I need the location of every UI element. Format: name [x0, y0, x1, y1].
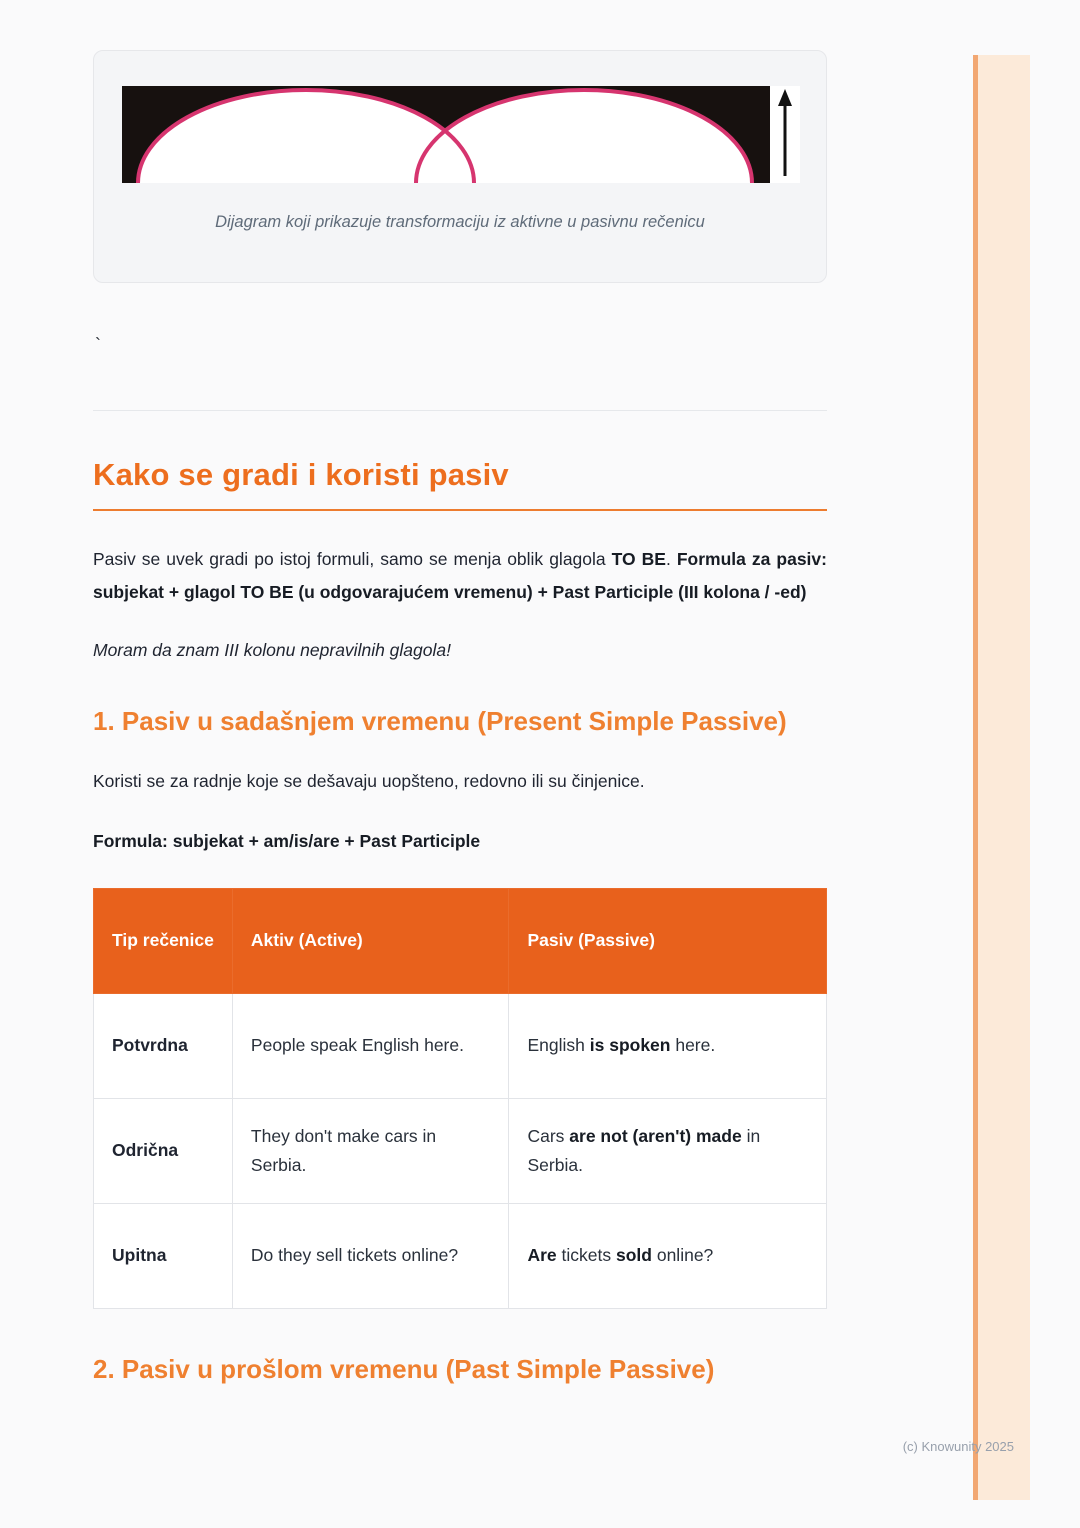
intro-paragraph: Pasiv se uvek gradi po istoj formuli, samo se menja oblik glagola TO BE. Formula za pasiv: subjekat + glagol TO BE (u odgovarajućem vremenu) + Past Participle (III kolona / -ed): [93, 549, 827, 603]
table-header: [94, 888, 827, 993]
formula-text: Formula: subjekat + am/is/are + Past Participle: [93, 830, 481, 851]
header-cell-type: Tip rečenice: [94, 888, 233, 993]
present-simple-passive-table: [93, 888, 827, 1309]
active-cell: They don't make cars in Serbia.: [232, 1098, 509, 1203]
section-heading-wrap: [93, 457, 827, 511]
row-label: Potvrdna: [94, 993, 233, 1098]
table-row: [94, 993, 827, 1098]
section-divider: [93, 410, 827, 411]
header-cell-passive: Pasiv (Passive): [509, 888, 827, 993]
row-label: Odrična: [94, 1098, 233, 1203]
passive-transformation-diagram: [122, 86, 800, 183]
right-accent-strip: [973, 55, 1030, 1500]
subsection-title-present-simple: 1. Pasiv u sadašnjem vremenu (Present Simple Passive): [93, 705, 787, 736]
document-content: [93, 0, 827, 1387]
table-header-row: [94, 888, 827, 993]
table-row: [94, 1098, 827, 1203]
passive-cell: English is spoken here.: [509, 993, 827, 1098]
header-cell-active: Aktiv (Active): [232, 888, 509, 993]
stray-backtick: `: [95, 335, 101, 355]
passive-cell: Are tickets sold online?: [509, 1203, 827, 1308]
figure-card: [93, 50, 827, 283]
passive-cell: Cars are not (aren't) made in Serbia.: [509, 1098, 827, 1203]
active-cell: Do they sell tickets online?: [232, 1203, 509, 1308]
table-row: [94, 1203, 827, 1308]
table-body: [94, 993, 827, 1308]
note-italic: Moram da znam III kolonu nepravilnih glagola!: [93, 639, 451, 660]
figure-caption: Dijagram koji prikazuje transformaciju iz aktivne u pasivnu rečenicu: [215, 213, 705, 231]
subsection-title-past-simple: 2. Pasiv u prošlom vremenu (Past Simple Passive): [93, 1353, 715, 1384]
usage-text: Koristi se za radnje koje se dešavaju uopšteno, redovno ili su činjenice.: [93, 770, 645, 791]
active-cell: People speak English here.: [232, 993, 509, 1098]
copyright-watermark: (c) Knowunity 2025: [902, 1439, 1014, 1454]
section-title: Kako se gradi i koristi pasiv: [93, 457, 509, 492]
row-label: Upitna: [94, 1203, 233, 1308]
